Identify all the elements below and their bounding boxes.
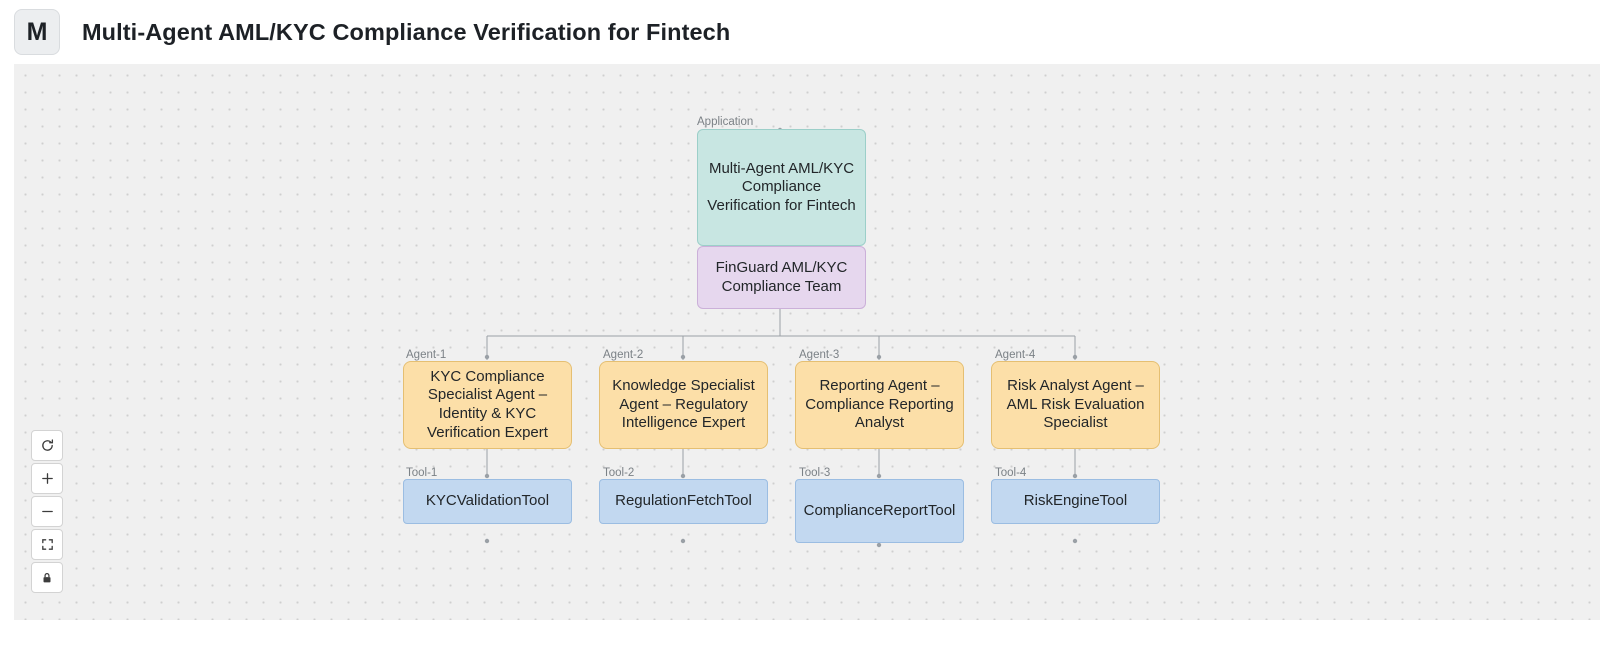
node-tool-4[interactable]: RiskEngineTool — [991, 479, 1160, 524]
canvas-controls — [31, 430, 63, 593]
node-tag-agent-3: Agent-3 — [799, 349, 840, 361]
node-agent-4[interactable]: Risk Analyst Agent – AML Risk Evaluation Specialist — [991, 361, 1160, 449]
plus-icon — [40, 471, 55, 486]
node-tool-2[interactable]: RegulationFetchTool — [599, 479, 768, 524]
node-tool-3[interactable]: ComplianceReportTool — [795, 479, 964, 543]
node-team[interactable]: FinGuard AML/KYC Compliance Team — [697, 246, 866, 309]
node-tag-application: Application — [697, 116, 754, 128]
node-tag-agent-2: Agent-2 — [603, 349, 644, 361]
node-tag-tool-2: Tool-2 — [603, 467, 635, 479]
lock-icon — [40, 571, 54, 585]
node-tag-agent-1: Agent-1 — [406, 349, 447, 361]
lock-button[interactable] — [31, 562, 63, 593]
expand-icon — [40, 537, 55, 552]
fit-view-button[interactable] — [31, 529, 63, 560]
zoom-in-button[interactable] — [31, 463, 63, 494]
node-tool-1[interactable]: KYCValidationTool — [403, 479, 572, 524]
diagram-canvas[interactable] — [14, 64, 1600, 620]
refresh-icon — [40, 438, 55, 453]
node-tag-tool-4: Tool-4 — [995, 467, 1027, 479]
node-agent-2[interactable]: Knowledge Specialist Agent – Regulatory Intelligence Expert — [599, 361, 768, 449]
app-header — [0, 0, 1614, 64]
node-application[interactable]: Multi-Agent AML/KYC Compliance Verification for Fintech — [697, 129, 866, 246]
page-title: Multi-Agent AML/KYC Compliance Verification for Fintech — [82, 18, 731, 45]
reset-view-button[interactable] — [31, 430, 63, 461]
node-tag-tool-3: Tool-3 — [799, 467, 831, 479]
node-agent-3[interactable]: Reporting Agent – Compliance Reporting Analyst — [795, 361, 964, 449]
node-tag-agent-4: Agent-4 — [995, 349, 1036, 361]
node-agent-1[interactable]: KYC Compliance Specialist Agent – Identity & KYC Verification Expert — [403, 361, 572, 449]
minus-icon — [40, 504, 55, 519]
zoom-out-button[interactable] — [31, 496, 63, 527]
node-tag-tool-1: Tool-1 — [406, 467, 438, 479]
app-logo: M — [14, 9, 60, 55]
